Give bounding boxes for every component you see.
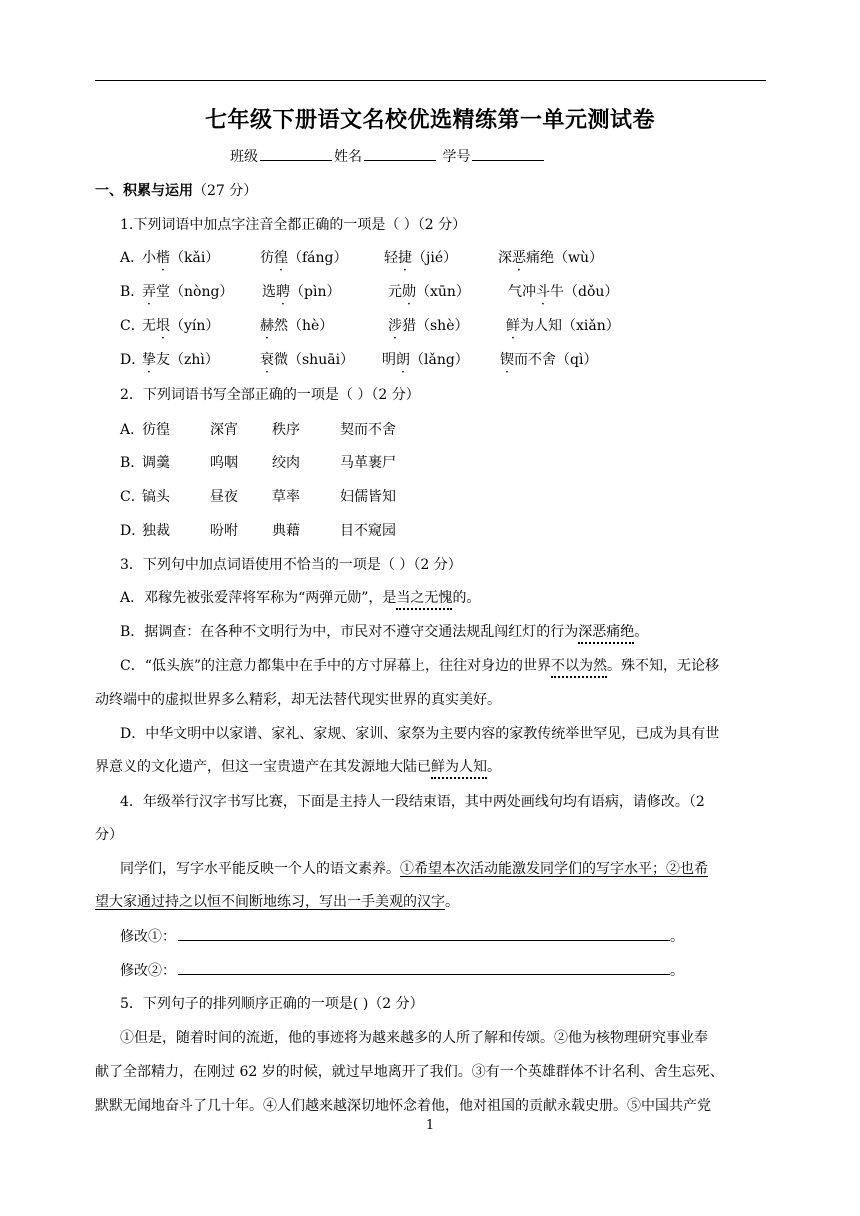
q2-stem: 2．下列词语书写全部正确的一项是（ ）（2 分）: [120, 387, 420, 403]
top-rule: [95, 80, 766, 81]
q3-option-a[interactable]: A．邓稼先被张爱萍将军称为“两弹元勋”，是当之无愧的。: [120, 590, 481, 606]
q5-stem: 5．下列句子的排列顺序正确的一项是( )（2 分）: [120, 996, 424, 1012]
q5-paragraph-line-3: 默默无闻地奋斗了几十年。④人们越来越深切地怀念着他，他对祖国的贡献永载史册。⑤中国共产党: [95, 1098, 711, 1114]
q3-option-d-cont: 界意义的文化遗产，但这一宝贵遗产在其发源地大陆已鲜为人知。: [95, 759, 501, 775]
class-label: 班级: [230, 149, 258, 165]
fix-2-answer-line[interactable]: [178, 960, 670, 975]
section-heading: 一、积累与运用（27 分）: [95, 183, 258, 199]
q1-stem: 1.下列词语中加点字注音全都正确的一项是（ ）（2 分）: [120, 217, 467, 233]
number-label: 学号: [442, 149, 471, 165]
q5-paragraph-line-2: 献了全部精力，在刚过 62 岁的时候，就过早地离开了我们。③有一个英雄群体不计名利、舍生忘死、: [95, 1064, 724, 1080]
class-field[interactable]: [260, 146, 332, 161]
fix-1-answer-line[interactable]: [178, 926, 670, 941]
q4-passage: 同学们，写字水平能反映一个人的语文素养。①希望本次活动能激发同学们的写字水平；②也希: [120, 861, 708, 877]
q4-stem-cont: 分）: [95, 827, 123, 843]
student-info: [230, 146, 546, 166]
name-field[interactable]: [364, 146, 436, 161]
q4-fix-2[interactable]: 修改②： 。: [120, 960, 792, 980]
q4-fix-1[interactable]: 修改①： 。: [120, 926, 792, 946]
q4-stem: 4．年级举行汉字书写比赛，下面是主持人一段结束语，其中两处画线句均有语病，请修改。（2: [120, 794, 705, 810]
page-number: 1: [425, 1118, 435, 1133]
q4-passage-cont: 望大家通过持之以恒不间断地练习，写出一手美观的汉字。: [95, 894, 459, 910]
q3-stem: 3．下列句中加点词语使用不恰当的一项是（ ）（2 分）: [120, 557, 462, 573]
q3-option-c[interactable]: C．“低头族”的注意力都集中在手中的方寸屏幕上，往往对身边的世界不以为然。殊不知，无论移: [120, 658, 720, 674]
q5-paragraph-line-1: ①但是，随着时间的流逝，他的事迹将为越来越多的人所了解和传颂。②他为核物理研究事业奉: [120, 1030, 708, 1046]
q3-option-d[interactable]: D．中华文明中以家谱、家礼、家规、家训、家祭为主要内容的家教传统举世罕见，已成为具有世: [120, 726, 720, 742]
name-label: 姓名: [334, 149, 362, 165]
number-field[interactable]: [472, 146, 544, 161]
page-title: 七年级下册语文名校优选精练第一单元测试卷: [204, 107, 655, 133]
q3-option-b[interactable]: B．据调查：在各种不文明行为中，市民对不遵守交通法规乱闯红灯的行为深恶痛绝。: [120, 624, 649, 640]
q3-option-c-cont: 动终端中的虚拟世界多么精彩，却无法替代现实世界的真实美好。: [95, 692, 501, 708]
